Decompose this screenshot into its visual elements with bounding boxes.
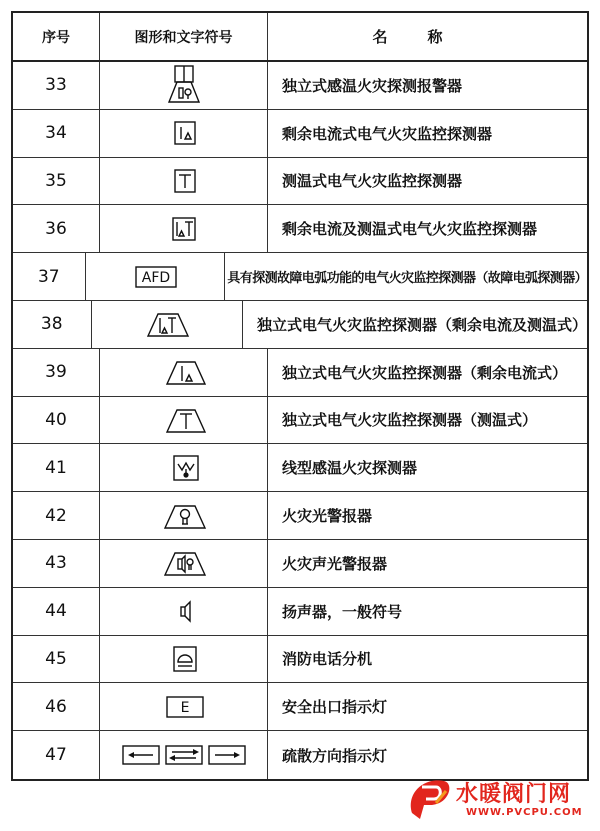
row-name: 独立式电气火灾监控探测器（测温式） xyxy=(282,411,538,430)
table-row xyxy=(13,110,587,158)
table-row xyxy=(13,444,587,492)
temperature-detector-icon xyxy=(139,160,229,202)
pv-logo-icon xyxy=(402,773,456,823)
standalone-heat-fire-alarm-detector-icon xyxy=(139,64,229,106)
row-name: 疏散方向指示灯 xyxy=(282,746,388,765)
row-index: 34 xyxy=(13,110,100,157)
row-name: 安全出口指示灯 xyxy=(282,698,388,717)
header-symbol: 图形和文字符号 xyxy=(100,13,268,60)
row-index: 42 xyxy=(13,492,100,539)
watermark-url: WWW.PVCPU.COM xyxy=(466,807,583,818)
table-row xyxy=(13,349,587,397)
afd-arc-fault-detector-icon xyxy=(110,256,200,298)
table-row xyxy=(13,540,587,588)
row-name: 消防电话分机 xyxy=(282,650,373,669)
fire-sound-light-alarm-icon xyxy=(139,542,229,584)
symbol-table xyxy=(11,11,589,781)
exit-sign-icon xyxy=(139,686,229,728)
table-row xyxy=(13,253,587,301)
row-name: 火灾光警报器 xyxy=(282,507,373,526)
header-index: 序号 xyxy=(13,13,100,60)
linear-heat-detector-icon xyxy=(139,447,229,489)
residual-current-detector-icon xyxy=(139,112,229,154)
row-index: 36 xyxy=(13,205,100,252)
row-index: 47 xyxy=(13,731,100,779)
table-row xyxy=(13,301,587,349)
table-row xyxy=(13,158,587,206)
row-index: 37 xyxy=(13,253,86,300)
row-name: 线型感温火灾探测器 xyxy=(282,459,418,478)
table-row xyxy=(13,588,587,636)
standalone-residual-current-detector-icon xyxy=(139,351,229,393)
fire-telephone-extension-icon xyxy=(139,638,229,680)
standalone-temperature-detector-icon xyxy=(139,399,229,441)
fire-light-alarm-icon xyxy=(139,495,229,537)
row-index: 38 xyxy=(13,301,92,348)
table-row xyxy=(13,683,587,731)
table-row xyxy=(13,492,587,540)
table-row xyxy=(13,397,587,445)
site-watermark xyxy=(402,771,592,825)
loudspeaker-icon xyxy=(139,590,229,632)
header-name: 名称 xyxy=(372,28,483,46)
table-row xyxy=(13,205,587,253)
row-name: 扬声器，一般符号 xyxy=(282,602,403,621)
table-row xyxy=(13,62,587,110)
row-name: 测温式电气火灾监控探测器 xyxy=(282,172,463,191)
row-index: 41 xyxy=(13,444,100,491)
row-index: 33 xyxy=(13,62,100,109)
row-index: 46 xyxy=(13,683,100,730)
row-index: 35 xyxy=(13,158,100,205)
row-index: 43 xyxy=(13,540,100,587)
row-name: 火灾声光警报器 xyxy=(282,554,388,573)
row-index: 44 xyxy=(13,588,100,635)
evacuation-direction-light-icon xyxy=(119,734,249,776)
row-name: 具有探测故障电弧功能的电气火灾监控探测器（故障电弧探测器） xyxy=(227,271,587,287)
svg-text:E: E xyxy=(180,699,189,716)
svg-text:AFD: AFD xyxy=(141,269,171,286)
table-header-row xyxy=(13,13,587,62)
row-index: 39 xyxy=(13,349,100,396)
standalone-residual-temperature-detector-icon xyxy=(122,303,212,345)
residual-current-temperature-detector-icon xyxy=(139,208,229,250)
watermark-brand: 水暖阀门网 xyxy=(456,782,572,807)
row-name: 独立式电气火灾监控探测器（剩余电流式） xyxy=(282,363,568,382)
table-row xyxy=(13,636,587,684)
row-name: 独立式感温火灾探测报警器 xyxy=(282,76,463,95)
row-name: 剩余电流式电气火灾监控探测器 xyxy=(282,124,493,143)
row-name: 剩余电流及测温式电气火灾监控探测器 xyxy=(282,220,538,239)
row-name: 独立式电气火灾监控探测器（剩余电流及测温式） xyxy=(256,315,587,334)
row-index: 40 xyxy=(13,397,100,444)
row-index: 45 xyxy=(13,636,100,683)
